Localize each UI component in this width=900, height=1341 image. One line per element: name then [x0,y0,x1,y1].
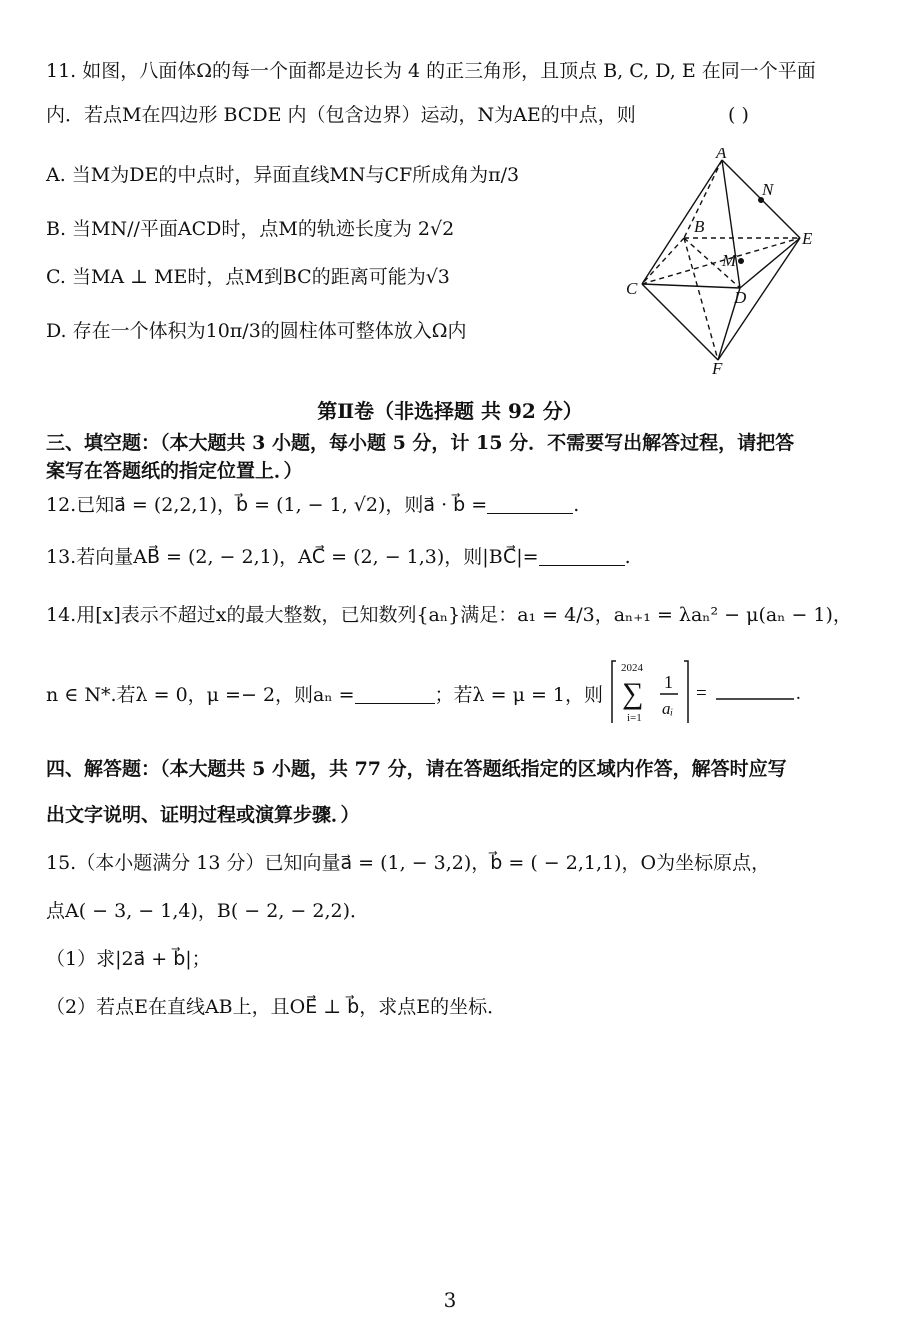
q11-option-d: D. 存在一个体积为10π/3的圆柱体可整体放入Ω内 [46,320,467,342]
sigma-symbol: ∑ [622,677,644,710]
floor-bracket-left [612,661,616,723]
label-e: E [802,229,813,248]
section4-heading-line1: 四、解答题：（本大题共 5 小题，共 77 分，请在答题纸指定的区域内作答，解答时应写 [46,758,787,780]
section3-heading-line1: 三、填空题：（本大题共 3 小题，每小题 5 分，计 15 分．不需要写出解答过程，请把答 [46,432,795,454]
edge-bf [684,238,718,360]
section3-heading-line2: 案写在答题纸的指定位置上．） [46,460,303,482]
q11-answer-paren: ( ) [728,104,749,126]
q14-equals: = [696,683,707,704]
page-number: 3 [443,1288,457,1312]
edge-cf [642,284,718,360]
edge-de [740,238,800,288]
floor-bracket-right [684,661,688,723]
edge-bc [642,238,684,284]
q11-option-c: C. 当MA ⊥ ME时，点M到BC的距离可能为√3 [46,266,450,288]
q11-line1: 11. 如图，八面体Ω的每一个面都是边长为 4 的正三角形，且顶点 B, C, D, E 在同一个平面 [46,60,816,82]
q13-text: 13.若向量AB⃗ = (2, − 2,1)，AC⃗ = (2, − 1,3)，则|BC⃗|= [46,546,539,568]
point-m [738,258,744,264]
q13-answer-blank[interactable] [539,545,625,566]
sum-upper-limit: 2024 [621,662,643,674]
fraction-numerator: 1 [664,672,673,692]
q12-text: 12.已知a⃗ = (2,2,1)，b⃗ = (1, − 1, √2)，则a⃗ · b⃗ = [46,494,488,516]
q15-part1: （1）求|2a⃗ + b⃗|； [46,948,211,970]
q13 [46,544,631,570]
q15-line1: 15.（本小题满分 13 分）已知向量a⃗ = (1, − 3,2)，b⃗ = ( − 2,1,1)，O为坐标原点， [46,852,771,874]
section4-heading-line2: 出文字说明、证明过程或演算步骤．） [46,804,360,826]
q14-line1: 14.用[x]表示不超过x的最大整数，已知数列{aₙ}满足：a₁ = 4/3，aₙ₊₁ = λaₙ² − μ(aₙ − 1)， [46,604,852,626]
q14-answer-blank-1[interactable] [355,683,435,704]
q11-line2: 内．若点M在四边形 BCDE 内（包含边界）运动，N为AE的中点，则 [46,104,636,126]
sum-lower-limit: i=1 [627,712,642,724]
q14-line2 [46,682,603,708]
q15-part2: （2）若点E在直线AB上，且OE⃗ ⊥ b⃗，求点E的坐标． [46,996,507,1018]
q11-option-a: A. 当M为DE的中点时，异面直线MN与CF所成角为π/3 [46,164,520,186]
label-n: N [762,180,774,199]
edge-ac [642,160,722,284]
label-d: D [734,288,747,307]
q15-line2: 点A( − 3, − 1,4)，B( − 2, − 2,2)． [46,900,370,922]
label-c: C [626,279,638,298]
edge-cd [642,284,740,288]
q14-line2-part1: n ∈ N*.若λ = 0，μ =− 2，则aₙ = [46,684,355,706]
octahedron-figure [620,148,830,378]
q13-end: . [624,546,631,568]
q11-option-b: B. 当MN//平面ACD时，点M的轨迹长度为 2√2 [46,218,455,240]
floor-sum-expression [608,657,808,727]
label-f: F [712,359,723,378]
label-a: A [716,148,727,162]
q12-answer-blank[interactable] [487,493,573,514]
label-m: M [722,251,737,270]
part2-title: 第Ⅱ卷（非选择题 共 92 分） [317,399,583,423]
q12 [46,492,579,518]
q14-end: . [796,683,801,704]
q14-line2-part2: ；若λ = μ = 1，则 [434,684,604,706]
edge-ce [642,238,800,284]
label-b: B [694,217,705,236]
q12-end: . [573,494,580,516]
fraction-denominator: aᵢ [662,699,674,718]
